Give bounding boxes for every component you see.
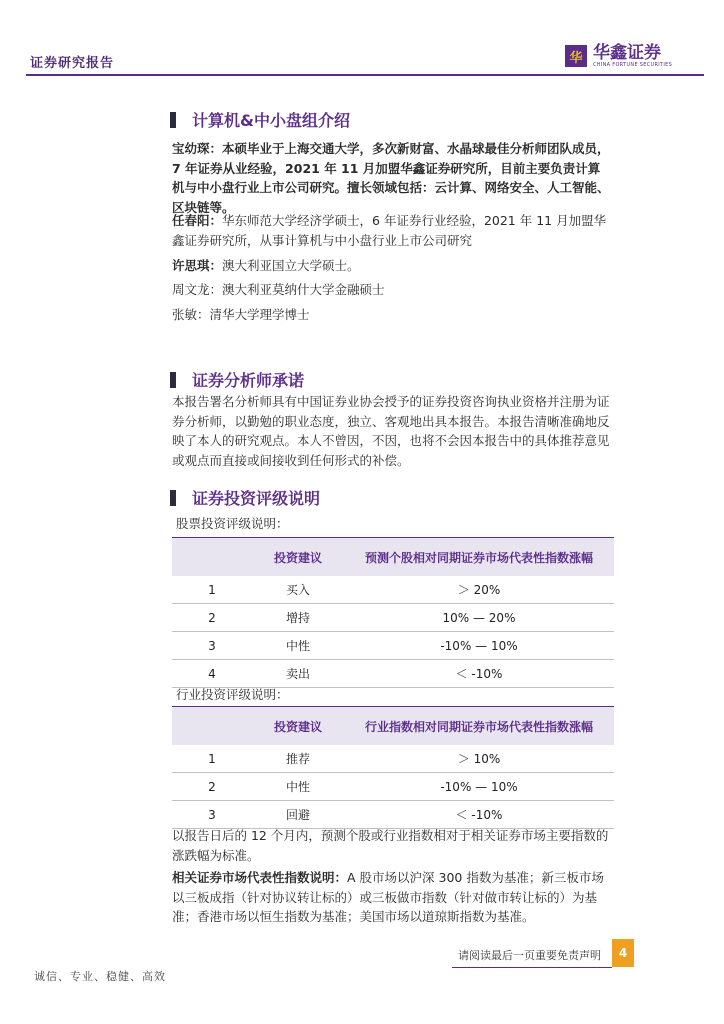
rating-note: 以报告日后的 12 个月内，预测个股或行业指数相对于相关证券市场主要指数的涨跌幅为标准。 [172,828,609,863]
page-number: 4 [612,939,634,967]
team-heading-text: 计算机&中小盘组介绍 [192,111,350,130]
table-cell: ＜ -10% [344,801,614,829]
member-bio [172,211,612,250]
disclaimer-note: 请阅读最后一页重要免责声明 [458,949,601,962]
table-cell: 回避 [252,801,344,829]
table-cell: ＞ 20% [344,576,614,604]
member-name: 张敏： [172,307,210,322]
member-description: 清华大学理学博士 [209,307,310,322]
stock-rating-table [172,537,614,688]
section-marker [170,112,176,128]
table-cell: 2 [172,604,252,632]
company-logo [565,44,672,68]
member-name: 任春阳： [172,213,223,228]
member-description: 澳大利亚莫纳什大学金融硕士 [222,282,385,297]
member-bio [172,280,612,300]
table-row [172,745,614,773]
table-header-cell [172,707,252,746]
table-row [172,773,614,801]
table-cell: ＞ 10% [344,745,614,773]
logo-name: 华鑫证券 [593,43,661,63]
table-cell: 3 [172,632,252,660]
table-cell: 10% — 20% [344,604,614,632]
member-bio [172,139,612,217]
table-cell: 卖出 [252,660,344,688]
table-header-cell: 投资建议 [252,707,344,746]
member-name: 许思琪： [172,258,223,273]
member-description: 本硕毕业于上海交通大学，多次新财富、水晶球最佳分析师团队成员，7 年证券从业经验，2021 年 11 月加盟华鑫证券研究所，目前主要负责计算机与中小盘行业上市公司研究。擅长领域包括：云计算、网络安全、人工智能、区块链等。 [172,141,610,215]
table-cell: 中性 [252,632,344,660]
table-cell: 推荐 [252,745,344,773]
member-description: 华东师范大学经济学硕士，6 年证券行业经验，2021 年 11 月加盟华鑫证券研究所，从事计算机与中小盘行业上市公司研究 [172,213,607,248]
commitment-text: 本报告署名分析师具有中国证券业协会授予的证券投资咨询执业资格并注册为证券分析师，以勤勉的职业态度，独立、客观地出具本报告。本报告清晰准确地反映了本人的研究观点。本人不曾因，不因，也将不会因本报告中的具体推荐意见或观点而直接或间接收到任何形式的补偿。 [172,394,610,468]
table-header-row [172,538,614,577]
table-cell: 4 [172,660,252,688]
commitment-heading-text: 证券分析师承诺 [192,371,305,390]
table-cell: 1 [172,576,252,604]
member-bio [172,305,612,325]
table-cell: 增持 [252,604,344,632]
table-header-row [172,707,614,746]
section-marker [170,490,176,506]
commitment-heading [170,368,304,391]
rating-heading [170,486,320,509]
table-row [172,604,614,632]
footer-divider [452,967,612,968]
table-header-cell: 行业指数相对同期证券市场代表性指数涨幅 [344,707,614,746]
logo-english-name: CHINA FORTUNE SECURITIES [593,62,673,68]
index-note [172,868,612,927]
industry-rating-label: 行业投资评级说明： [176,687,289,702]
table-header-cell: 投资建议 [252,538,344,577]
table-cell: -10% — 10% [344,773,614,801]
table-cell: 1 [172,745,252,773]
logo-icon: 华 [565,45,587,67]
table-row [172,576,614,604]
industry-rating-table [172,706,614,829]
table-cell: 中性 [252,773,344,801]
table-cell: 2 [172,773,252,801]
header-divider [26,74,704,76]
table-cell: 买入 [252,576,344,604]
index-note-text: A 股市场以沪深 300 指数为基准；新三板市场以三板成指（针对协议转让标的）或三板做市指数（针对做市转让标的）为基准；香港市场以恒生指数为基准；美国市场以道琼斯指数为基准。 [172,870,604,924]
section-marker [170,372,176,388]
stock-rating-label: 股票投资评级说明： [176,516,289,531]
table-cell: ＜ -10% [344,660,614,688]
table-cell: -10% — 10% [344,632,614,660]
team-heading [170,108,350,131]
member-bio [172,256,612,276]
table-row [172,632,614,660]
member-name: 宝幼琛： [172,141,223,156]
index-note-title: 相关证券市场代表性指数说明： [172,870,348,885]
table-header-cell [172,538,252,577]
report-label: 证券研究报告 [30,56,115,71]
member-name: 周文龙： [172,282,223,297]
table-cell: 3 [172,801,252,829]
rating-heading-text: 证券投资评级说明 [192,489,321,508]
member-description: 澳大利亚国立大学硕士。 [222,258,360,273]
table-row [172,660,614,688]
company-slogan: 诚信、专业、稳健、高效 [34,970,166,983]
table-header-cell: 预测个股相对同期证券市场代表性指数涨幅 [344,538,614,577]
table-row [172,801,614,829]
